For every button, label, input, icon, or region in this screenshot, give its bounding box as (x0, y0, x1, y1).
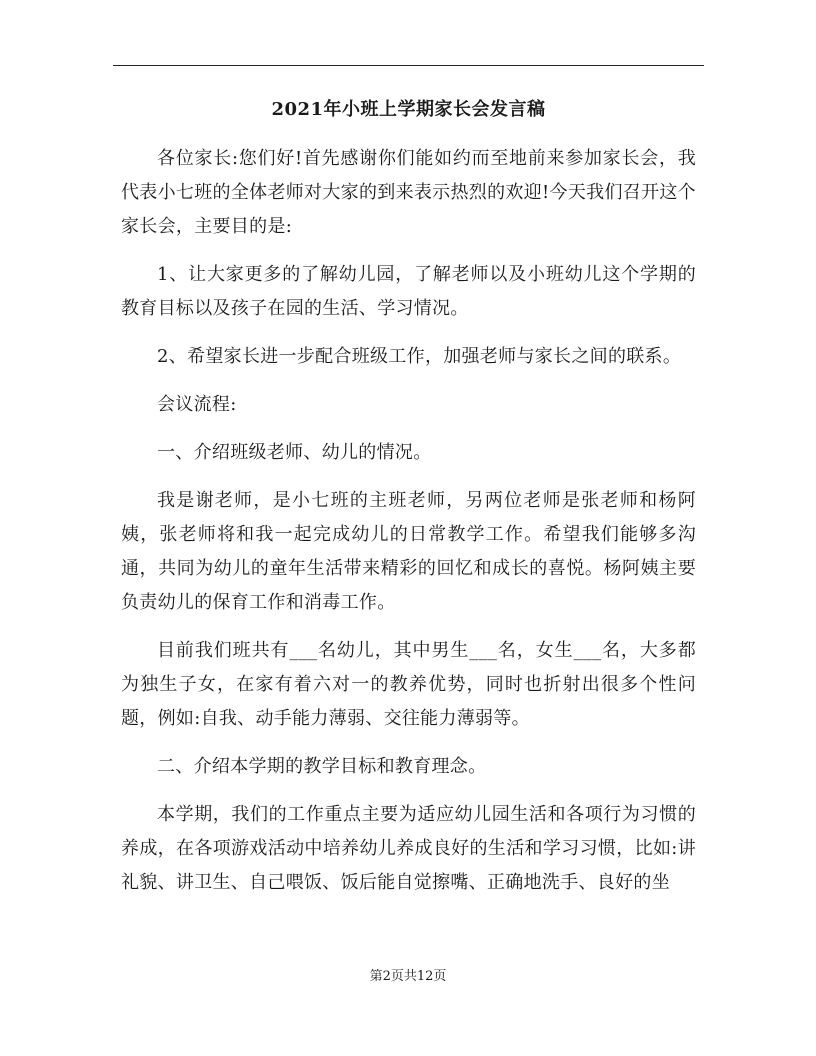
paragraph-goal-2: 2、希望家长进一步配合班级工作，加强老师与家长之间的联系。 (157, 346, 682, 367)
document-body (121, 142, 696, 914)
paragraph-section-1-heading: 一、介绍班级老师、幼儿的情况。 (157, 442, 432, 463)
paragraph-greeting: 各位家长:您们好!首先感谢你们能如约而至地前来参加家长会，我代表小七班的全体老师对大家的到来表示热烈的欢迎!今天我们召开这个家长会，主要目的是: (121, 148, 696, 237)
paragraph-agenda-heading: 会议流程: (157, 394, 237, 415)
paragraph-class-info: 目前我们班共有___名幼儿，其中男生___名，女生___名，大多都为独生子女，在家有着六对一的教养优势，同时也折射出很多个性问题，例如:自我、动手能力薄弱、交往能力薄弱等。 (121, 640, 696, 729)
paragraph-goal-1: 1、让大家更多的了解幼儿园，了解老师以及小班幼儿这个学期的教育目标以及孩子在园的生活、学习情况。 (121, 264, 696, 319)
header-rule (113, 65, 704, 66)
paragraph-section-2-heading: 二、介绍本学期的教学目标和教育理念。 (157, 756, 487, 777)
page-number-footer: 第2页共12页 (369, 969, 447, 984)
paragraph-semester-focus: 本学期，我们的工作重点主要为适应幼儿园生活和各项行为习惯的养成，在各项游戏活动中培养幼儿养成良好的生活和学习习惯，比如:讲礼貌、讲卫生、自己喂饭、饭后能自觉擦嘴、正确地洗手、良好的坐 (121, 804, 696, 893)
document-title: 2021年小班上学期家长会发言稿 (271, 99, 546, 120)
paragraph-teacher-intro: 我是谢老师，是小七班的主班老师，另两位老师是张老师和杨阿姨，张老师将和我一起完成幼儿的日常教学工作。希望我们能够多沟通，共同为幼儿的童年生活带来精彩的回忆和成长的喜悦。杨阿姨主要负责幼儿的保育工作和消毒工作。 (121, 490, 696, 613)
